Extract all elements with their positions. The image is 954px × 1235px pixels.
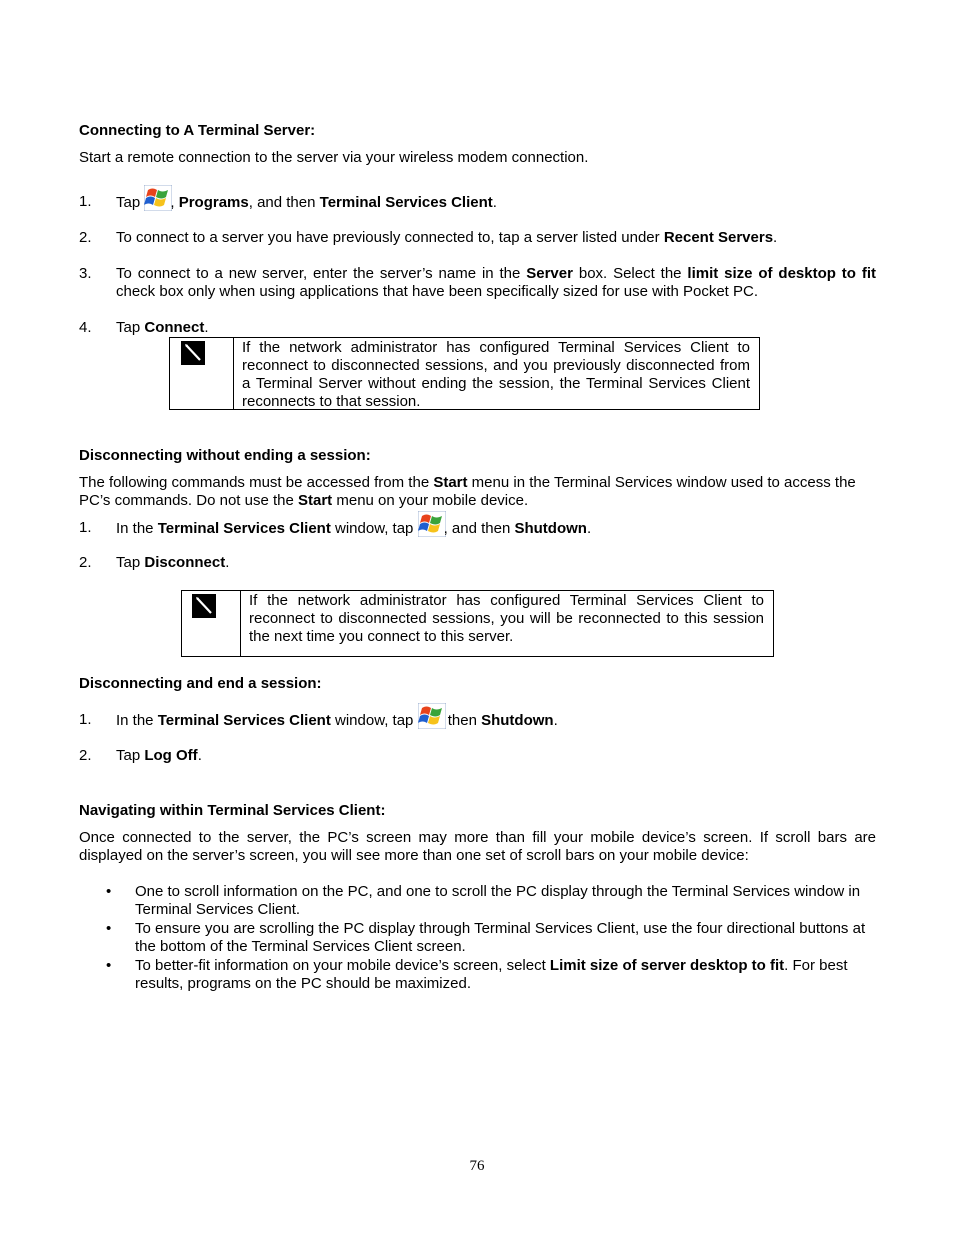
connecting-intro: Start a remote connection to the server via your wireless modem connection. xyxy=(79,149,589,166)
windows-start-icon xyxy=(418,703,444,727)
step-number: 2. xyxy=(79,554,92,571)
page-number: 76 xyxy=(469,1158,485,1174)
step-shutdown: In the Terminal Services Client window, tap , and then Shutdown. xyxy=(116,511,876,546)
bullet-dot: • xyxy=(106,883,112,900)
bullet-dot: • xyxy=(106,920,112,937)
heading-disconnecting-and-end: Disconnecting and end a session: xyxy=(79,675,322,692)
disconnect-intro: The following commands must be accessed from the Start menu in the Terminal Services window used to access the PC’s commands. Do not use the Start menu on your mobile device. xyxy=(79,474,856,509)
windows-start-icon xyxy=(144,185,170,209)
step-tap-logoff: Tap Log Off. xyxy=(116,747,202,764)
note-box-reconnect xyxy=(169,337,760,410)
windows-start-icon xyxy=(418,511,444,535)
step-tap-programs: Tap , Programs, and then Terminal Services Client. xyxy=(116,185,876,220)
heading-connecting: Connecting to A Terminal Server: xyxy=(79,122,316,139)
bullet-item: To ensure you are scrolling the PC display through Terminal Services Client, use the four directional buttons at the bottom of the Terminal Services Client screen. xyxy=(135,920,866,955)
bullet-item: One to scroll information on the PC, and one to scroll the PC display through the Terminal Services window in Terminal Services Client. xyxy=(135,883,861,918)
note-text: If the network administrator has configured Terminal Services Client to reconnect to disconnected sessions, you will be reconnected to this session the next time you connect to this server. xyxy=(249,592,764,645)
heading-disconnecting-without-ending: Disconnecting without ending a session: xyxy=(79,447,371,464)
step-number: 4. xyxy=(79,319,92,336)
bullet-dot: • xyxy=(106,957,112,974)
pen-note-icon xyxy=(192,594,216,618)
navigating-intro: Once connected to the server, the PC’s screen may more than fill your mobile device’s screen. If scroll bars are displayed on the server’s screen, you will see more than one set of scroll bars on your mobile device: xyxy=(79,829,876,864)
step-tap-disconnect: Tap Disconnect. xyxy=(116,554,230,571)
pen-note-icon xyxy=(181,341,205,365)
step-end-shutdown: In the Terminal Services Client window, tap then Shutdown. xyxy=(116,703,876,738)
step-number: 2. xyxy=(79,747,92,764)
step-number: 2. xyxy=(79,229,92,246)
step-tap-connect: Tap Connect. xyxy=(116,319,209,336)
step-number: 3. xyxy=(79,265,92,282)
bullet-item: To better-fit information on your mobile device’s screen, select Limit size of server desktop to fit. For best results, programs on the PC should be maximized. xyxy=(135,957,848,992)
step-number: 1. xyxy=(79,519,92,536)
step-recent-servers: To connect to a server you have previously connected to, tap a server listed under Recent Servers. xyxy=(116,229,778,246)
step-new-server: To connect to a new server, enter the server’s name in the Server box. Select the limit size of desktop to fit check box only when using applications that have been specifically sized for use with Pocket PC. xyxy=(116,265,876,300)
note-box-reconnect-next xyxy=(181,590,774,657)
heading-navigating: Navigating within Terminal Services Client: xyxy=(79,802,386,819)
step-number: 1. xyxy=(79,193,92,210)
note-text: If the network administrator has configured Terminal Services Client to reconnect to disconnected sessions, and you previously disconnected from a Terminal Server without ending the session, the Terminal Services Client reconnects to that session. xyxy=(242,339,750,410)
step-number: 1. xyxy=(79,711,92,728)
